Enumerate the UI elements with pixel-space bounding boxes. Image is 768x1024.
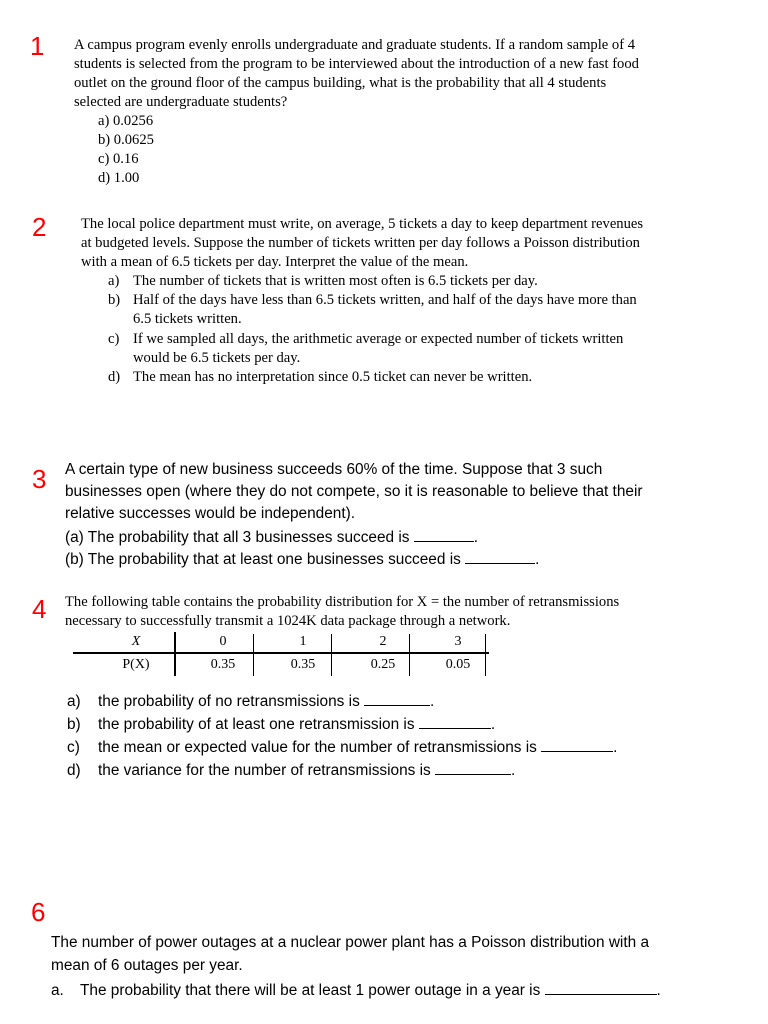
table-divider bbox=[174, 632, 176, 676]
answer-option: Half of the days have less than 6.5 tickets written, and half of the days have more than bbox=[133, 292, 637, 308]
question-6-line: mean of 6 outages per year. bbox=[51, 957, 243, 974]
answer-blank[interactable] bbox=[541, 737, 613, 752]
part-end: . bbox=[473, 529, 479, 546]
table-cell: 0.05 bbox=[445, 657, 471, 672]
question-1-line: selected are undergraduate students? bbox=[74, 94, 288, 110]
table-header-cell: 0 bbox=[219, 634, 227, 649]
question-1-line: students is selected from the program to be interviewed about the introduction of a new fast food bbox=[74, 56, 639, 72]
answer-option-label: b) bbox=[108, 292, 121, 308]
answer-blank[interactable] bbox=[435, 760, 511, 775]
answer-option: The number of tickets that is written most often is 6.5 tickets per day. bbox=[133, 273, 538, 289]
table-divider bbox=[485, 634, 486, 676]
answer-blank[interactable] bbox=[364, 691, 430, 706]
answer-option: a) 0.0256 bbox=[98, 113, 154, 129]
question-3-part-a bbox=[65, 527, 478, 547]
table-divider bbox=[331, 634, 332, 676]
question-2-line: The local police department must write, on average, 5 tickets a day to keep department revenues bbox=[81, 216, 644, 232]
answer-option-label: a) bbox=[108, 273, 120, 289]
question-6-part bbox=[51, 980, 661, 1000]
table-cell: 0.25 bbox=[370, 657, 396, 672]
question-2-line: with a mean of 6.5 tickets per day. Interpret the value of the mean. bbox=[81, 254, 469, 270]
question-4-line: necessary to successfully transmit a 1024K data package through a network. bbox=[65, 613, 511, 629]
question-4-part bbox=[67, 691, 434, 711]
table-cell: 0.35 bbox=[290, 657, 316, 672]
answer-option-label: c) bbox=[108, 331, 120, 347]
part-end: . bbox=[511, 762, 516, 779]
table-cell: 0.35 bbox=[210, 657, 236, 672]
answer-option: would be 6.5 tickets per day. bbox=[133, 350, 301, 366]
question-2-line: at budgeted levels. Suppose the number of tickets written per day follows a Poisson distribution bbox=[81, 235, 640, 251]
answer-blank[interactable] bbox=[465, 549, 535, 564]
question-1-line: outlet on the ground floor of the campus building, what is the probability that all 4 students bbox=[74, 75, 607, 91]
question-number-6: 6 bbox=[31, 897, 46, 927]
answer-option: The mean has no interpretation since 0.5 ticket can never be written. bbox=[133, 369, 533, 385]
answer-option-label: d) bbox=[108, 369, 121, 385]
question-3-line: businesses open (where they do not compete, so it is reasonable to believe that their bbox=[65, 483, 643, 500]
table-row-label: P(X) bbox=[122, 657, 150, 672]
question-4-part bbox=[67, 737, 617, 757]
question-1-line: A campus program evenly enrolls undergraduate and graduate students. If a random sample of 4 bbox=[74, 37, 636, 53]
part-label: a. bbox=[51, 982, 64, 999]
part-text: (b) The probability that at least one businesses succeed is bbox=[65, 551, 466, 568]
part-end: . bbox=[490, 716, 496, 733]
question-4-part bbox=[67, 760, 515, 780]
table-header-cell: 3 bbox=[454, 634, 462, 649]
part-label: b) bbox=[67, 716, 81, 733]
table-header-cell: 2 bbox=[379, 634, 387, 649]
part-end: . bbox=[430, 693, 435, 710]
table-header-cell: X bbox=[131, 634, 141, 649]
part-label: a) bbox=[67, 693, 81, 710]
answer-option: 6.5 tickets written. bbox=[133, 311, 242, 327]
part-label: c) bbox=[67, 739, 80, 756]
probability-table bbox=[73, 632, 489, 678]
answer-blank[interactable] bbox=[419, 714, 491, 729]
question-number-4: 4 bbox=[32, 594, 47, 624]
question-4-line: The following table contains the probability distribution for X = the number of retransmissions bbox=[65, 594, 620, 610]
question-6-line: The number of power outages at a nuclear power plant has a Poisson distribution with a bbox=[51, 934, 650, 951]
answer-option: b) 0.0625 bbox=[98, 132, 154, 148]
answer-option: c) 0.16 bbox=[98, 151, 139, 167]
question-number-2: 2 bbox=[32, 212, 47, 242]
answer-blank[interactable] bbox=[545, 980, 657, 995]
part-label: d) bbox=[67, 762, 81, 779]
question-3-line: relative successes would be independent). bbox=[65, 505, 356, 522]
answer-option: d) 1.00 bbox=[98, 170, 140, 186]
answer-blank[interactable] bbox=[414, 527, 474, 542]
part-end: . bbox=[656, 982, 661, 999]
part-end: . bbox=[613, 739, 618, 756]
table-divider bbox=[409, 634, 410, 676]
table-header-cell: 1 bbox=[299, 634, 307, 649]
part-text: The probability that there will be at least 1 power outage in a year is bbox=[80, 982, 545, 999]
part-end: . bbox=[535, 551, 540, 568]
part-text: (a) The probability that all 3 businesses succeed is bbox=[65, 529, 414, 546]
question-3-line: A certain type of new business succeeds 60% of the time. Suppose that 3 such bbox=[65, 461, 603, 478]
part-text: the probability of at least one retransmission is bbox=[98, 716, 419, 733]
question-3-part-b bbox=[65, 549, 539, 569]
question-number-1: 1 bbox=[30, 31, 45, 61]
table-divider bbox=[253, 634, 254, 676]
part-text: the mean or expected value for the number of retransmissions is bbox=[98, 739, 542, 756]
question-4-part bbox=[67, 714, 495, 734]
part-text: the probability of no retransmissions is bbox=[98, 693, 365, 710]
question-number-3: 3 bbox=[32, 464, 47, 494]
part-text: the variance for the number of retransmissions is bbox=[98, 762, 436, 779]
answer-option: If we sampled all days, the arithmetic average or expected number of tickets written bbox=[133, 331, 624, 347]
table-header-rule bbox=[73, 652, 489, 654]
